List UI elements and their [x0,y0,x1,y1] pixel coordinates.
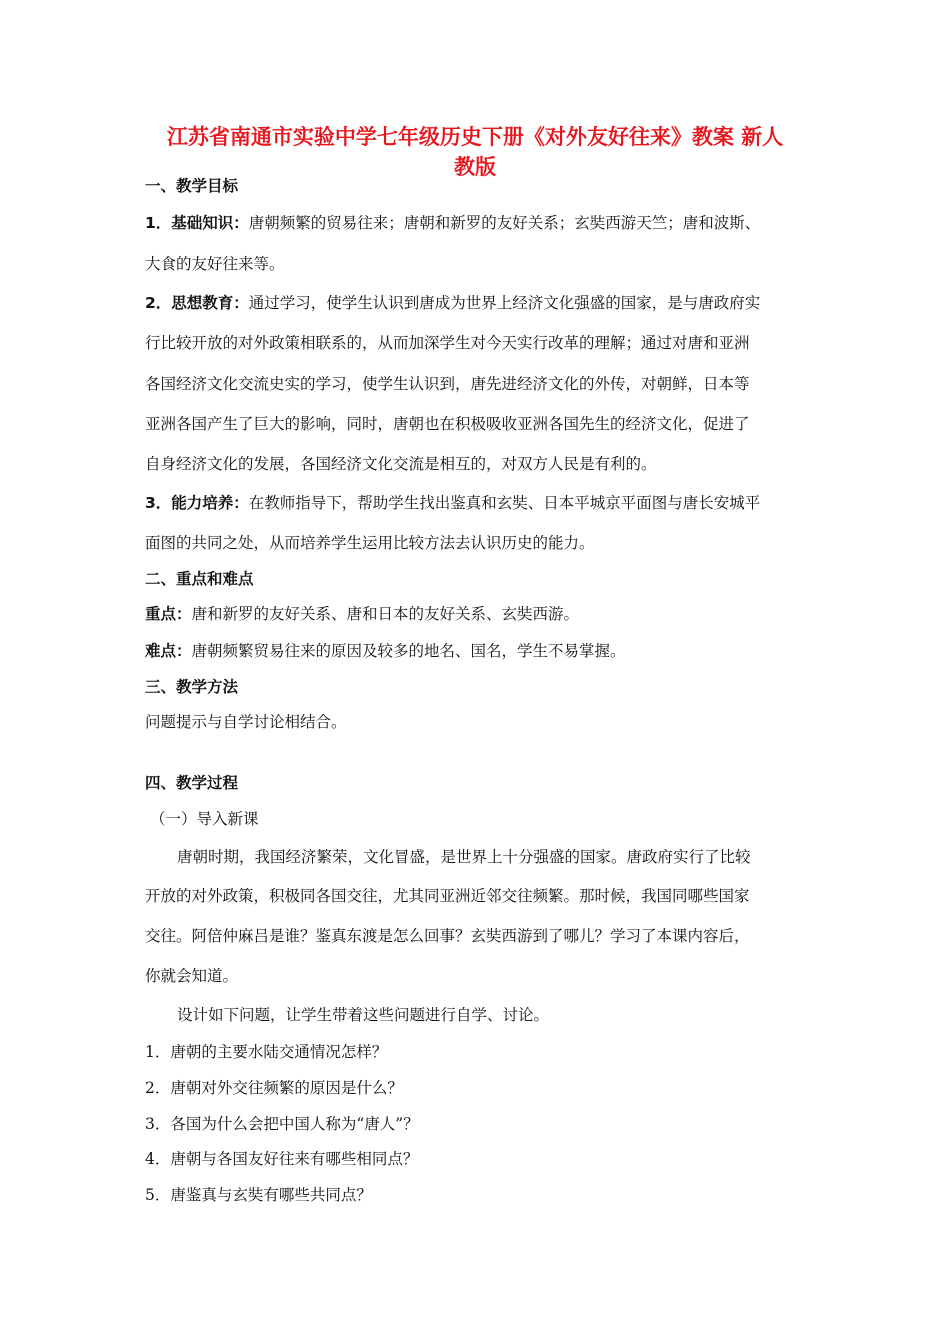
difficulty-label: 难点： [145,642,192,660]
intro-heading: （一）导入新课 [150,810,259,828]
focus-label: 重点： [145,605,192,623]
goal-3-label: 3．能力培养： [145,494,249,512]
intro-para-line-1: 唐朝时期，我国经济繁荣，文化冒盛，是世界上十分强盛的国家。唐政府实行了比较 [177,848,751,866]
goal-3-line-1 [145,492,815,514]
goal-3-text: 在教师指导下，帮助学生找出鉴真和玄奘、日本平城京平面图与唐长安城平 [248,494,761,512]
goal-2-line-5: 自身经济文化的发展，各国经济文化交流是相互的，对双方人民是有利的。 [145,455,657,473]
difficulty-line [145,640,815,662]
goal-1-line-1 [145,212,815,234]
goal-2-label: 2．思想教育： [145,294,249,312]
method-text: 问题提示与自学讨论相结合。 [145,713,347,731]
goal-1-label: 1．基础知识： [145,214,249,232]
focus-text: 唐和新罗的友好关系、唐和日本的友好关系、玄奘西游。 [191,605,580,623]
question-item: 1．唐朝的主要水陆交通情况怎样？ [145,1043,388,1061]
section-heading-process: 四、教学过程 [145,774,239,792]
intro-para-line-3: 交往。阿倍仲麻吕是谁？鉴真东渡是怎么回事？玄奘西游到了哪儿？学习了本课内容后， [145,927,750,945]
title-line-2: 教版 [454,155,496,179]
question-item: 4．唐朝与各国友好往来有哪些相同点？ [145,1150,419,1168]
goal-2-line-3: 各国经济文化交流史实的学习，使学生认识到，唐先进经济文化的外传，对朝鲜，日本等 [145,375,750,393]
focus-line [145,603,815,625]
goal-1-line-2: 大食的友好往来等。 [145,255,285,273]
question-item: 3．各国为什么会把中国人称为“唐人”？ [145,1115,419,1133]
section-heading-keypoints: 二、重点和难点 [145,570,254,588]
goal-2-line-2: 行比较开放的对外政策相联系的，从而加深学生对今天实行改革的理解；通过对唐和亚洲 [145,334,750,352]
section-heading-method: 三、教学方法 [145,678,239,696]
difficulty-text: 唐朝频繁贸易往来的原因及较多的地名、国名，学生不易掌握。 [191,642,626,660]
intro-para-line-4: 你就会知道。 [145,967,239,985]
intro-para-line-2: 开放的对外政策，积极同各国交往，尤其同亚洲近邻交往频繁。那时候，我国同哪些国家 [145,887,750,905]
title-line-1: 江苏省南通市实验中学七年级历史下册《对外友好往来》教案 新人 [166,125,784,149]
goal-3-line-2: 面图的共同之处，从而培养学生运用比较方法去认识历史的能力。 [145,534,595,552]
questions-intro: 设计如下问题，让学生带着这些问题进行自学、讨论。 [177,1006,550,1024]
section-heading-goals: 一、教学目标 [145,177,239,195]
question-item: 5．唐鉴真与玄奘有哪些共同点？ [145,1186,372,1204]
document-title [120,122,830,182]
goal-2-line-1 [145,292,815,314]
question-item: 2．唐朝对外交往频繁的原因是什么？ [145,1079,403,1097]
goal-2-text: 通过学习，使学生认识到唐成为世界上经济文化强盛的国家，是与唐政府实 [248,294,761,312]
goal-2-line-4: 亚洲各国产生了巨大的影响，同时，唐朝也在积极吸收亚洲各国先生的经济文化，促进了 [145,415,750,433]
goal-1-text: 唐朝频繁的贸易往来；唐朝和新罗的友好关系；玄奘西游天竺；唐和波斯、 [248,214,761,232]
